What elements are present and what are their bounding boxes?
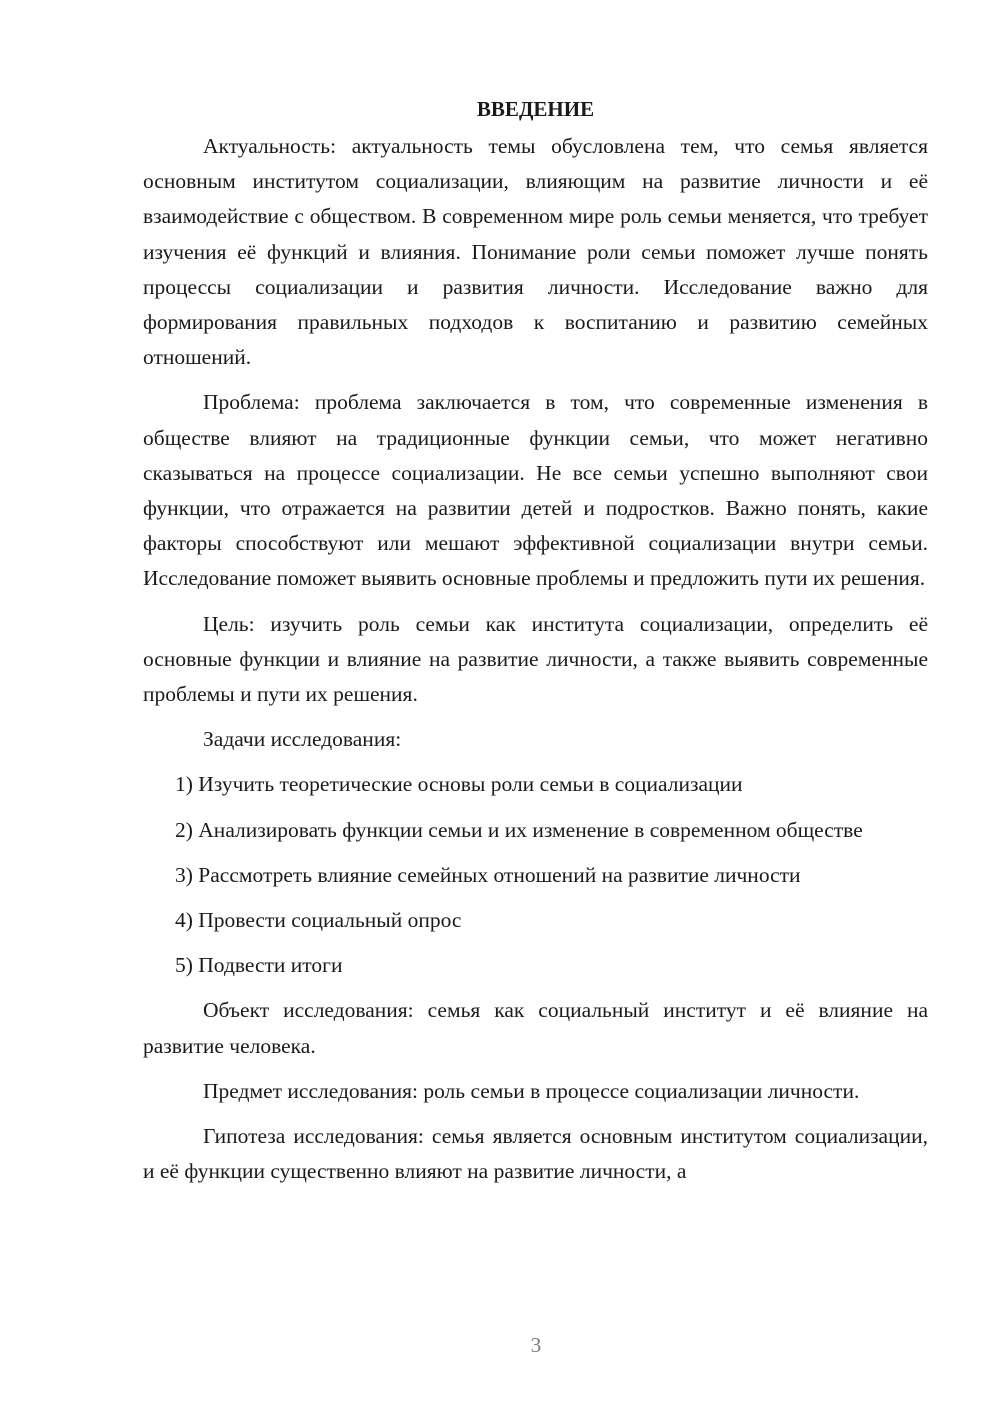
list-item: 5) Подвести итоги	[175, 953, 343, 978]
list-item: 2) Анализировать функции семьи и их изменение в современном обществе	[175, 817, 863, 842]
paragraph-goal: Цель: изучить роль семьи как института социализации, определить её основные функции и влияние на развитие личности, а также выявить современные проблемы и пути их решения.	[143, 611, 928, 707]
paragraph-object: Объект исследования: семья как социальный институт и её влияние на развитие человека.	[143, 998, 928, 1058]
paragraph-problem: Проблема: проблема заключается в том, что современные изменения в обществе влияют на традиционные функции семьи, что может негативно сказываться на процессе социализации. Не все семьи успешно выполняют свои функции, что отражается на развитии детей и подростков. Важно понять, какие факторы способствуют или мешают эффективной социализации внутри семьи. Исследование поможет выявить основные проблемы и предложить пути их решения.	[143, 390, 928, 591]
document-page	[143, 92, 928, 1189]
document-title: ВВЕДЕНИЕ	[476, 97, 595, 121]
paragraph-relevance: Актуальность: актуальность темы обусловлена тем, что семья является основным институтом социализации, влияющим на развитие личности и её взаимодействие с обществом. В современном мире роль семьи меняется, что требует изучения её функций и влияния. Понимание роли семьи поможет лучше понять процессы социализации и развития личности. Исследование важно для формирования правильных подходов к воспитанию и развитию семейных отношений.	[143, 134, 928, 370]
paragraph-subject: Предмет исследования: роль семьи в процессе социализации личности.	[203, 1078, 860, 1103]
paragraph-hypothesis: Гипотеза исследования: семья является основным институтом социализации, и её функции существенно влияют на развитие личности, а	[143, 1124, 928, 1184]
tasks-list	[143, 767, 928, 983]
list-item: 3) Рассмотреть влияние семейных отношений на развитие личности	[175, 862, 801, 887]
list-item: 4) Провести социальный опрос	[175, 908, 462, 933]
tasks-heading: Задачи исследования:	[203, 727, 402, 752]
page-number: 3	[530, 1333, 542, 1357]
list-item: 1) Изучить теоретические основы роли семьи в социализации	[175, 772, 743, 797]
